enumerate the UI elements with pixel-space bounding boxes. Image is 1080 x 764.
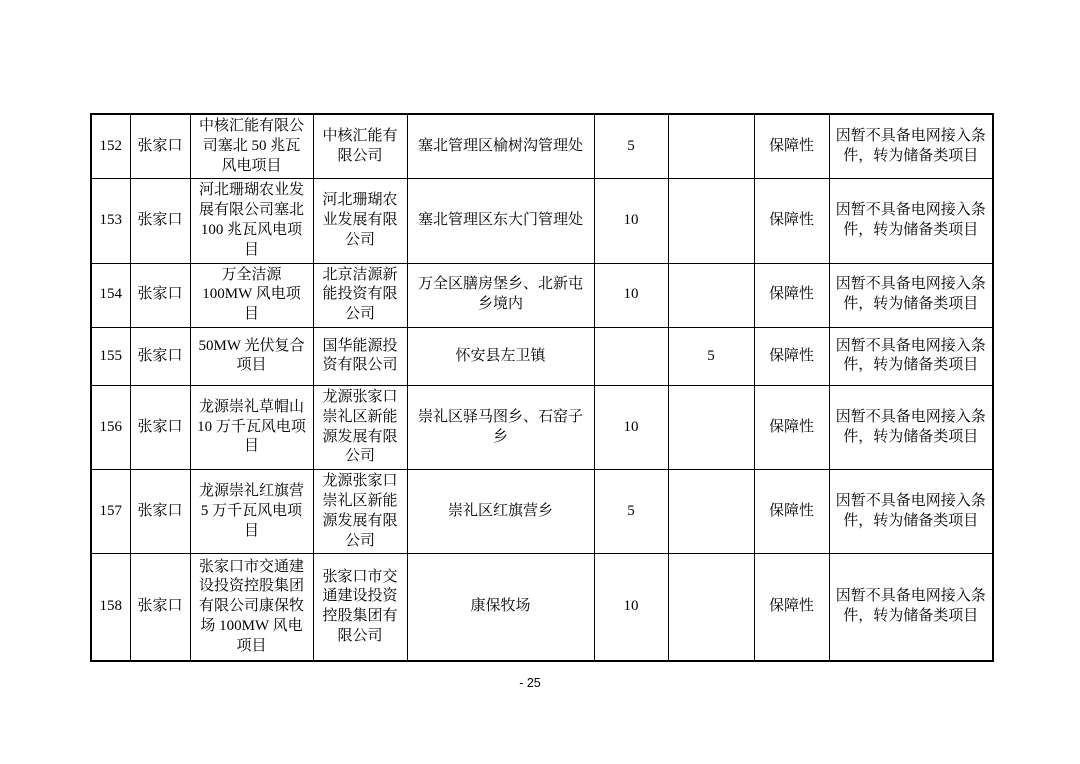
cell-company: 河北珊瑚农业发展有限公司 bbox=[313, 179, 407, 263]
cell-remark: 因暂不具备电网接入条件，转为储备类项目 bbox=[829, 385, 993, 469]
cell-wind-capacity: 10 bbox=[594, 385, 668, 469]
cell-remark: 因暂不具备电网接入条件，转为储备类项目 bbox=[829, 554, 993, 661]
cell-pv-capacity bbox=[668, 114, 754, 179]
cell-wind-capacity: 10 bbox=[594, 263, 668, 327]
cell-category: 保障性 bbox=[754, 470, 829, 554]
cell-project-name: 张家口市交通建设投资控股集团有限公司康保牧场 100MW 风电项目 bbox=[190, 554, 313, 661]
cell-company: 张家口市交通建设投资控股集团有限公司 bbox=[313, 554, 407, 661]
cell-location: 康保牧场 bbox=[407, 554, 594, 661]
cell-location: 塞北管理区榆树沟管理处 bbox=[407, 114, 594, 179]
cell-company: 中核汇能有限公司 bbox=[313, 114, 407, 179]
cell-city: 张家口 bbox=[130, 179, 190, 263]
cell-remark: 因暂不具备电网接入条件，转为储备类项目 bbox=[829, 179, 993, 263]
cell-project-name: 龙源崇礼草帽山 10 万千瓦风电项目 bbox=[190, 385, 313, 469]
cell-pv-capacity bbox=[668, 179, 754, 263]
cell-category: 保障性 bbox=[754, 114, 829, 179]
cell-company: 北京洁源新能投资有限公司 bbox=[313, 263, 407, 327]
cell-location: 怀安县左卫镇 bbox=[407, 327, 594, 385]
cell-remark: 因暂不具备电网接入条件，转为储备类项目 bbox=[829, 114, 993, 179]
project-table bbox=[90, 113, 994, 662]
table-row bbox=[91, 554, 993, 661]
cell-wind-capacity bbox=[594, 327, 668, 385]
cell-project-name: 龙源崇礼红旗营 5 万千瓦风电项目 bbox=[190, 470, 313, 554]
cell-city: 张家口 bbox=[130, 263, 190, 327]
cell-wind-capacity: 10 bbox=[594, 179, 668, 263]
cell-row-number: 152 bbox=[91, 114, 130, 179]
cell-city: 张家口 bbox=[130, 554, 190, 661]
cell-row-number: 157 bbox=[91, 470, 130, 554]
cell-remark: 因暂不具备电网接入条件，转为储备类项目 bbox=[829, 470, 993, 554]
cell-category: 保障性 bbox=[754, 554, 829, 661]
cell-row-number: 158 bbox=[91, 554, 130, 661]
cell-category: 保障性 bbox=[754, 385, 829, 469]
cell-wind-capacity: 5 bbox=[594, 114, 668, 179]
cell-category: 保障性 bbox=[754, 263, 829, 327]
cell-project-name: 中核汇能有限公司塞北 50 兆瓦风电项目 bbox=[190, 114, 313, 179]
cell-pv-capacity bbox=[668, 470, 754, 554]
table-row bbox=[91, 179, 993, 263]
cell-remark: 因暂不具备电网接入条件，转为储备类项目 bbox=[829, 327, 993, 385]
cell-pv-capacity bbox=[668, 263, 754, 327]
cell-row-number: 153 bbox=[91, 179, 130, 263]
cell-city: 张家口 bbox=[130, 385, 190, 469]
cell-company: 龙源张家口崇礼区新能源发展有限公司 bbox=[313, 385, 407, 469]
cell-remark: 因暂不具备电网接入条件，转为储备类项目 bbox=[829, 263, 993, 327]
table-row bbox=[91, 114, 993, 179]
cell-wind-capacity: 5 bbox=[594, 470, 668, 554]
cell-row-number: 156 bbox=[91, 385, 130, 469]
cell-wind-capacity: 10 bbox=[594, 554, 668, 661]
cell-pv-capacity bbox=[668, 385, 754, 469]
table-row bbox=[91, 327, 993, 385]
cell-project-name: 50MW 光伏复合项目 bbox=[190, 327, 313, 385]
cell-city: 张家口 bbox=[130, 114, 190, 179]
table-row bbox=[91, 263, 993, 327]
cell-pv-capacity bbox=[668, 554, 754, 661]
cell-company: 国华能源投资有限公司 bbox=[313, 327, 407, 385]
cell-project-name: 万全洁源 100MW 风电项目 bbox=[190, 263, 313, 327]
cell-location: 崇礼区驿马图乡、石窑子乡 bbox=[407, 385, 594, 469]
cell-row-number: 155 bbox=[91, 327, 130, 385]
cell-pv-capacity: 5 bbox=[668, 327, 754, 385]
cell-location: 塞北管理区东大门管理处 bbox=[407, 179, 594, 263]
cell-category: 保障性 bbox=[754, 179, 829, 263]
cell-row-number: 154 bbox=[91, 263, 130, 327]
cell-company: 龙源张家口崇礼区新能源发展有限公司 bbox=[313, 470, 407, 554]
page-number: - 25 bbox=[519, 676, 541, 690]
table-row bbox=[91, 470, 993, 554]
table-row bbox=[91, 385, 993, 469]
cell-city: 张家口 bbox=[130, 470, 190, 554]
cell-location: 万全区膳房堡乡、北新屯乡境内 bbox=[407, 263, 594, 327]
cell-project-name: 河北珊瑚农业发展有限公司塞北 100 兆瓦风电项目 bbox=[190, 179, 313, 263]
cell-location: 崇礼区红旗营乡 bbox=[407, 470, 594, 554]
cell-city: 张家口 bbox=[130, 327, 190, 385]
cell-category: 保障性 bbox=[754, 327, 829, 385]
